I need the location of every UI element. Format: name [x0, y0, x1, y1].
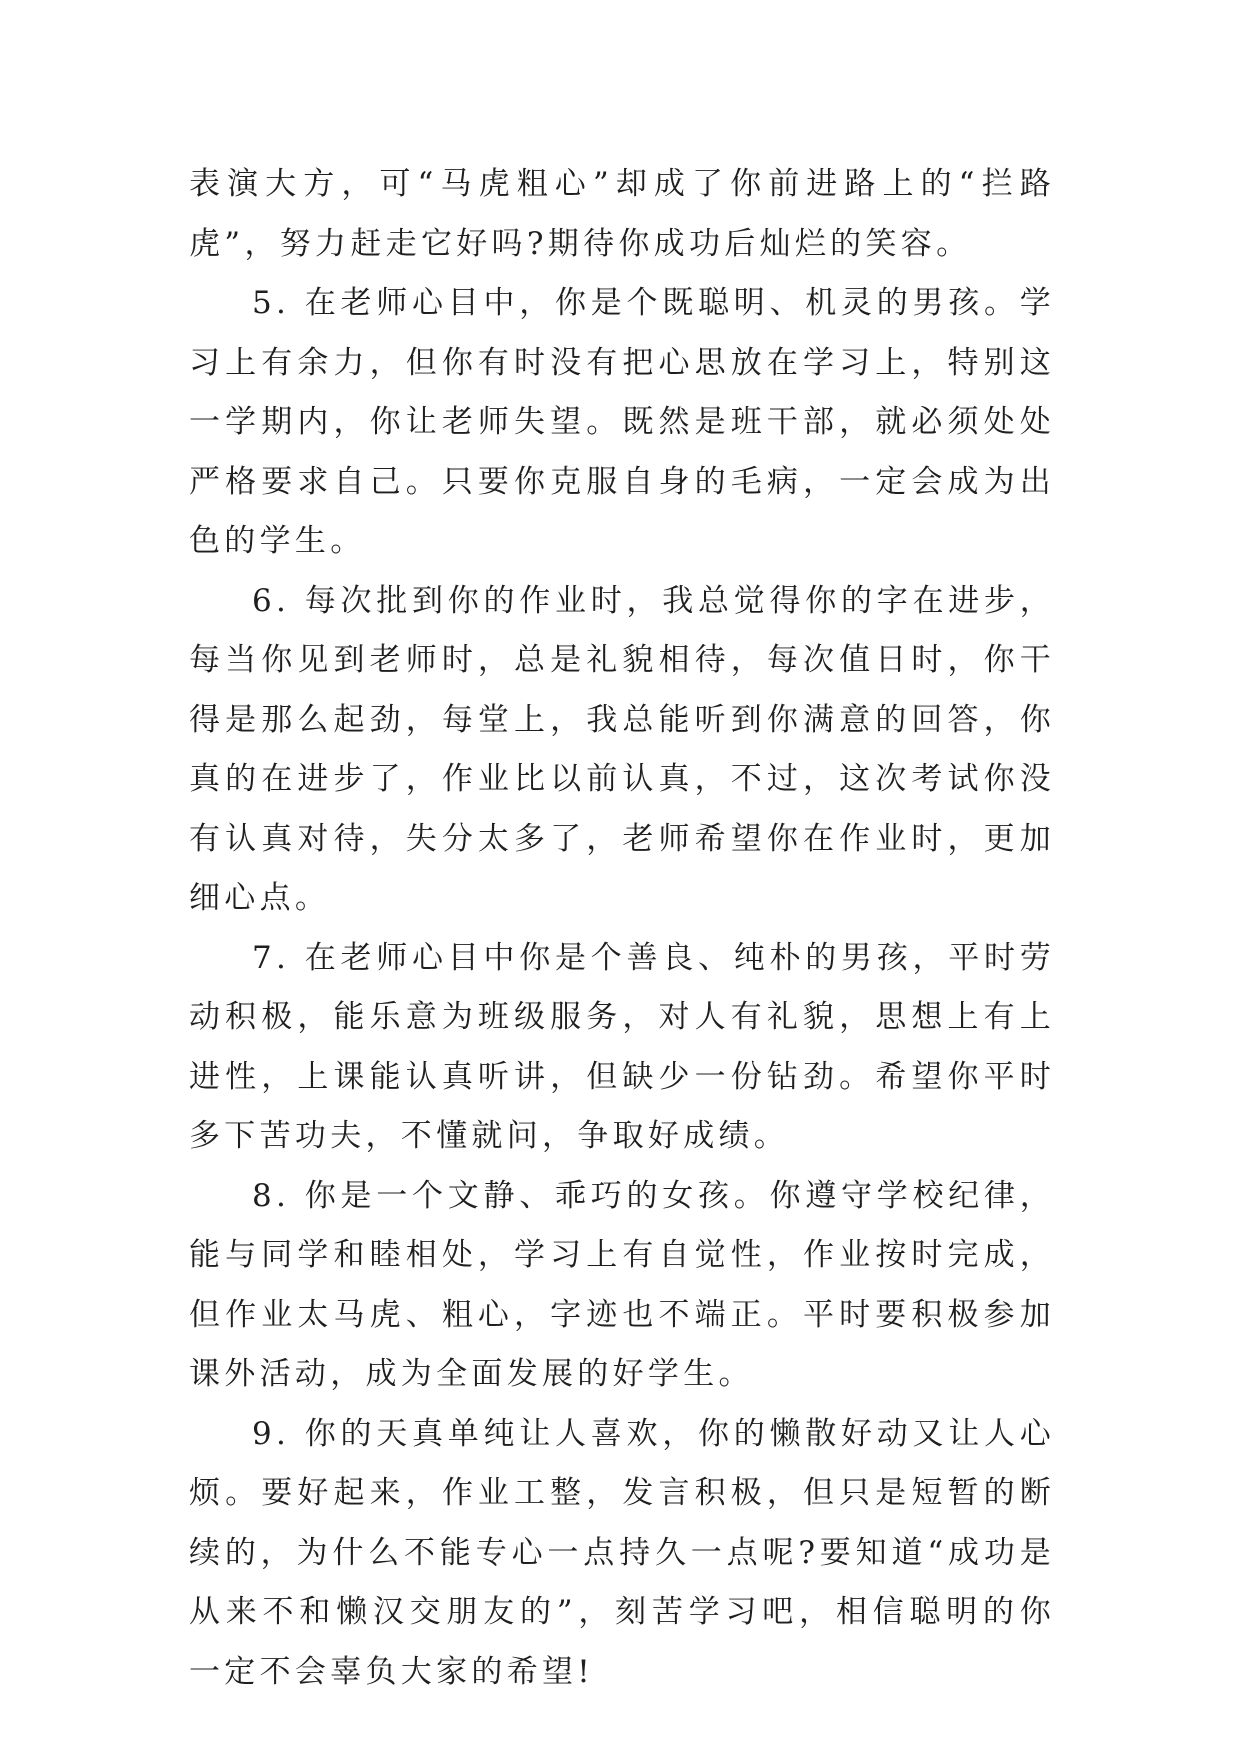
paragraph-item-8: 8. 你是一个文静、乖巧的女孩。你遵守学校纪律，能与同学和睦相处，学习上有自觉性，作业按时完成，但作业太马虎、粗心，字迹也不端正。平时要积极参加课外活动，成为全面发展的好学生。 — [189, 1177, 1055, 1392]
document-body — [189, 155, 1055, 1702]
paragraph-item-9: 9. 你的天真单纯让人喜欢，你的懒散好动又让人心烦。要好起来，作业工整，发言积极，但只是短暂的断续的，为什么不能专心一点持久一点呢?要知道“成功是从来不和懒汉交朋友的”，刻苦学习吧，相信聪明的你一定不会辜负大家的希望! — [189, 1415, 1055, 1690]
paragraph-item-7: 7. 在老师心目中你是个善良、纯朴的男孩，平时劳动积极，能乐意为班级服务，对人有礼貌，思想上有上进性，上课能认真听讲，但缺少一份钻劲。希望你平时多下苦功夫，不懂就问，争取好成绩。 — [189, 939, 1055, 1154]
paragraph-item-6: 6. 每次批到你的作业时，我总觉得你的字在进步，每当你见到老师时，总是礼貌相待，每次值日时，你干得是那么起劲，每堂上，我总能听到你满意的回答，你真的在进步了，作业比以前认真，不过，这次考试你没有认真对待，失分太多了，老师希望你在作业时，更加细心点。 — [189, 582, 1055, 916]
paragraph-item-5: 5. 在老师心目中，你是个既聪明、机灵的男孩。学习上有余力，但你有时没有把心思放在学习上，特别这一学期内，你让老师失望。既然是班干部，就必须处处严格要求自己。只要你克服自身的毛病，一定会成为出色的学生。 — [189, 285, 1055, 559]
paragraph-continuation: 表演大方，可“马虎粗心”却成了你前进路上的“拦路虎”，努力赶走它好吗?期待你成功后灿烂的笑容。 — [189, 166, 1055, 262]
